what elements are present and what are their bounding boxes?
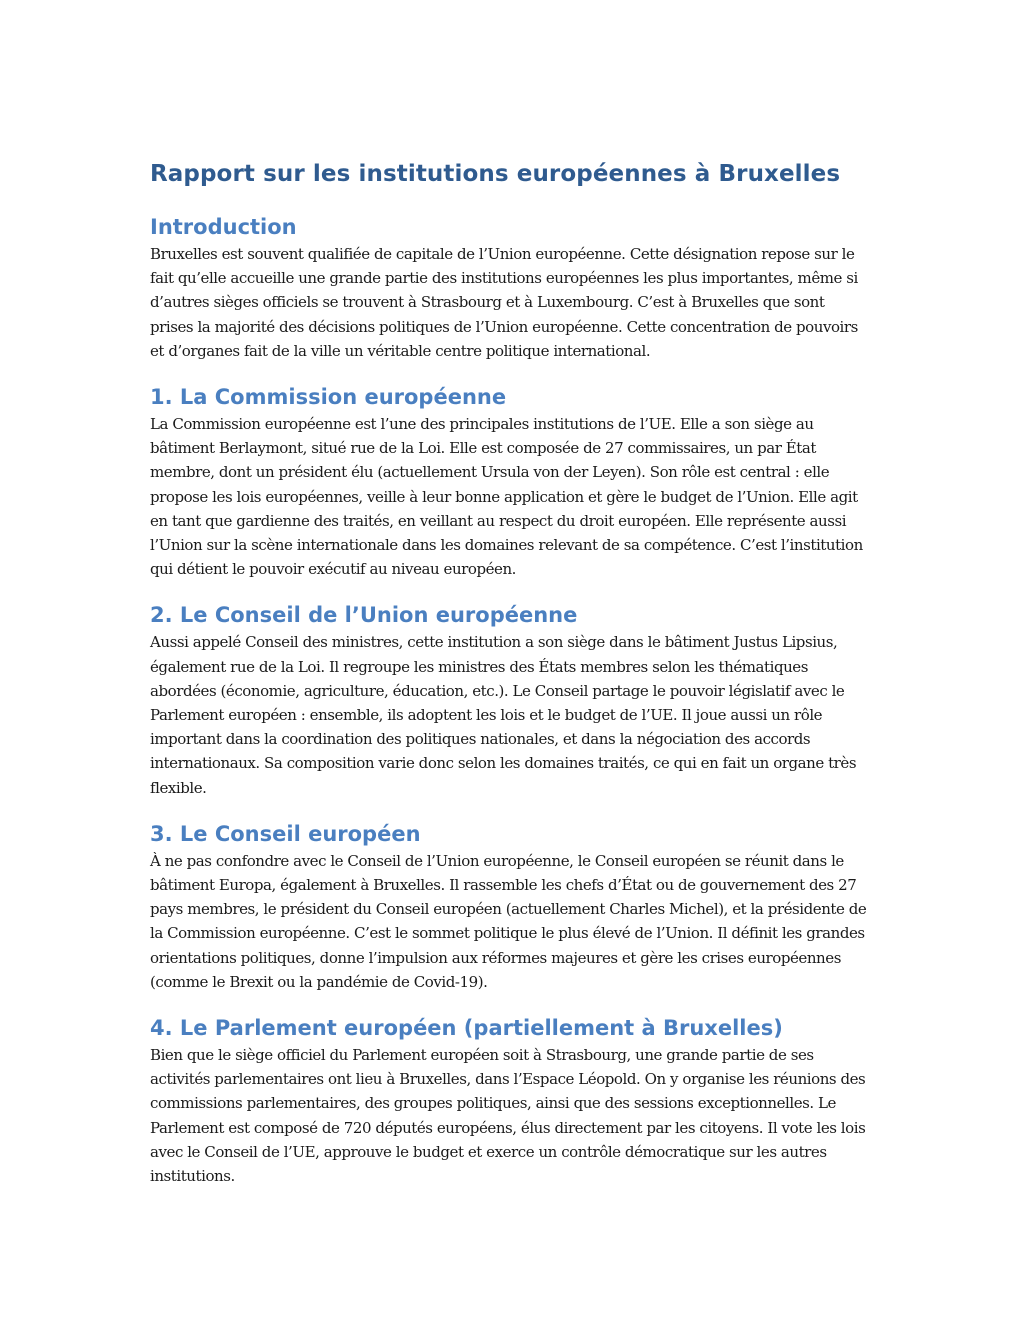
section-commission (150, 382, 870, 581)
section-body: Aussi appelé Conseil des ministres, cette institution a son siège dans le bâtiment Justus Lipsius, également rue de la Loi. Il regroupe les ministres des États membres selon les thématiques abordées (économie, agriculture, éducation, etc.). Le Conseil partage le pouvoir législatif avec le Parlement européen : ensemble, ils adoptent les lois et le budget de l’UE. Il joue aussi un rôle important dans la coordination des politiques nationales, et dans la négociation des accords internationaux. Sa composition varie donc selon les domaines traités, ce qui en fait un organe très flexible. (150, 633, 857, 797)
section-parlement (150, 1013, 870, 1188)
section-body: Bruxelles est souvent qualifiée de capitale de l’Union européenne. Cette désignation repose sur le fait qu’elle accueille une grande partie des institutions européennes les plus importantes, même si d’autres sièges officiels se trouvent à Strasbourg et à Luxembourg. C’est à Bruxelles que sont prises la majorité des décisions politiques de l’Union européenne. Cette concentration de pouvoirs et d’organes fait de la ville un véritable centre politique international. (150, 245, 858, 360)
section-introduction (150, 212, 870, 363)
section-heading: 2. Le Conseil de l’Union européenne (150, 603, 578, 628)
section-body: À ne pas confondre avec le Conseil de l’Union européenne, le Conseil européen se réunit dans le bâtiment Europa, également à Bruxelles. Il rassemble les chefs d’État ou de gouvernement des 27 pays membres, le président du Conseil européen (actuellement Charles Michel), et la présidente de la Commission européenne. C’est le sommet politique le plus élevé de l’Union. Il définit les grandes orientations politiques, donne l’impulsion aux réformes majeures et gère les crises européennes (comme le Brexit ou la pandémie de Covid-19). (150, 851, 867, 991)
document-title: Rapport sur les institutions européennes à Bruxelles (150, 161, 841, 187)
document-page (150, 158, 870, 1207)
section-conseil-ue (150, 600, 870, 799)
section-heading: Introduction (150, 215, 297, 239)
section-heading: 4. Le Parlement européen (partiellement à Bruxelles) (150, 1016, 783, 1041)
section-conseil-europeen (150, 819, 870, 994)
section-body: La Commission européenne est l’une des principales institutions de l’UE. Elle a son siège au bâtiment Berlaymont, situé rue de la Loi. Elle est composée de 27 commissaires, un par État membre, dont un président élu (actuellement Ursula von der Leyen). Son rôle est central : elle propose les lois européennes, veille à leur bonne application et gère le budget de l’Union. Elle agit en tant que gardienne des traités, en veillant au respect du droit européen. Elle représente aussi l’Union sur la scène internationale dans les domaines relevant de sa compétence. C’est l’institution qui détient le pouvoir exécutif au niveau européen. (150, 415, 863, 579)
section-body: Bien que le siège officiel du Parlement européen soit à Strasbourg, une grande partie de ses activités parlementaires ont lieu à Bruxelles, dans l’Espace Léopold. On y organise les réunions des commissions parlementaires, des groupes politiques, ainsi que des sessions exceptionnelles. Le Parlement est composé de 720 députés européens, élus directement par les citoyens. Il vote les lois avec le Conseil de l’UE, approuve le budget et exerce un contrôle démocratique sur les autres institutions. (150, 1046, 866, 1186)
section-heading: 1. La Commission européenne (150, 385, 507, 410)
section-heading: 3. Le Conseil européen (150, 821, 421, 846)
